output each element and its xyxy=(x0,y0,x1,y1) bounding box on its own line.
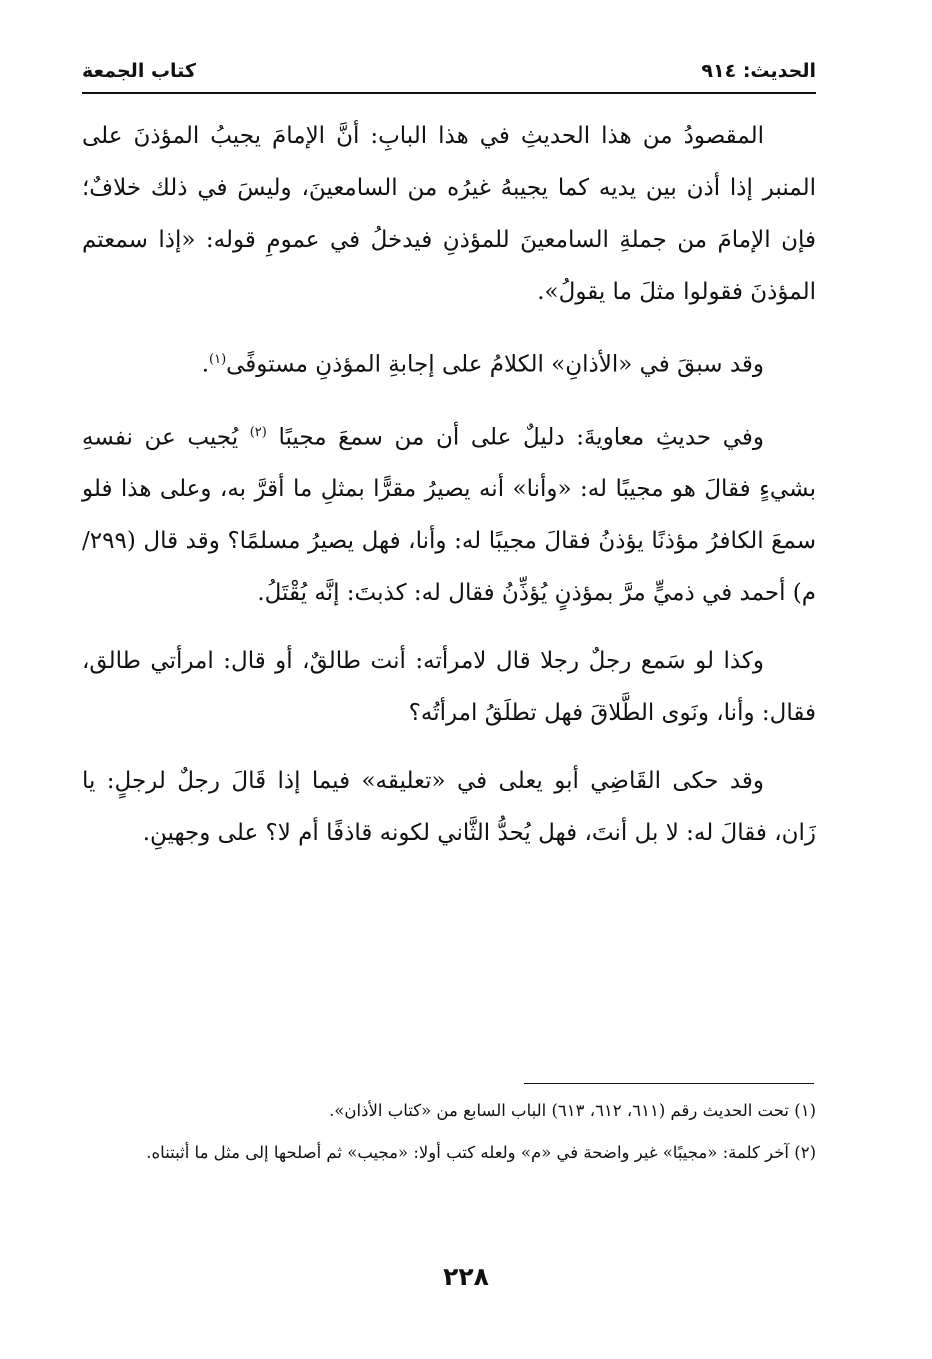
paragraph-text: وقد حكى القَاضِي أبو يعلى في «تعليقه» فيما إذا قَالَ رجلٌ لرجلٍ: يا زَان، فقالَ له: لا بل أنتَ، فهل يُحدُّ الثَّاني لكونه قاذفًا أم لا؟ على وجهينِ. xyxy=(82,768,816,847)
book-title: كتاب الجمعة xyxy=(82,60,196,82)
paragraph-2 xyxy=(82,334,816,391)
paragraph-4 xyxy=(82,635,816,739)
page-number: ٢٢٨ xyxy=(443,1262,489,1291)
paragraph-text: وقد سبقَ في «الأذانِ» الكلامُ على إجابةِ المؤذنِ مستوفًى xyxy=(226,351,764,378)
paragraph-text-continued: يُجيب عن نفسهِ بشيءٍ فقالَ هو مجيبًا له: «وأنا» أنه يصيرُ مقرًّا بمثلِ ما أقرَّ به، وعلى هذا فلو سمعَ الكافرُ مؤذنًا يؤذنُ فقالَ مجيبًا له: وأنا، فهل يصيرُ مسلمًا؟ وقد قال (٢٩٩/م) أحمد في ذميٍّ مرَّ بمؤذنٍ يُؤذِّنُ فقال له: كذبتَ: إنَّه يُقْتَلُ. xyxy=(82,424,816,607)
footnote-marker-2[interactable]: (٢) xyxy=(249,424,267,440)
paragraph-5 xyxy=(82,755,816,859)
page-header xyxy=(82,58,816,94)
footnote-divider xyxy=(524,1083,814,1084)
footnotes xyxy=(82,1092,816,1176)
paragraph-3 xyxy=(82,407,816,620)
paragraph-text: وكذا لو سَمع رجلٌ رجلا قال لامرأته: أنت طالقٌ، أو قال: امرأتي طالق، فقال: وأنا، ونَوى الطَّلاقَ فهل تطلَقُ امرأتُه؟ xyxy=(82,648,816,727)
hadith-reference: الحديث: ٩١٤ xyxy=(701,60,816,82)
footnote-2: (٢) آخر كلمة: «مجيبًا» غير واضحة في «م» ولعله كتب أولا: «مجيب» ثم أصلحها إلى مثل ما أثبتناه. xyxy=(146,1143,816,1162)
footnote-1: (١) تحت الحديث رقم (٦١١، ٦١٢، ٦١٣) الباب السابع من «كتاب الأذان». xyxy=(329,1101,816,1120)
paragraph-1 xyxy=(82,110,816,318)
main-text xyxy=(82,110,816,875)
paragraph-text: المقصودُ من هذا الحديثِ في هذا البابِ: أنَّ الإمامَ يجيبُ المؤذنَ على المنبر إذا أذن بين يديه كما يجيبهُ غيرُه من السامعينَ، وليسَ في ذلك خلافٌ؛ فإن الإمامَ من جملةِ السامعينَ للمؤذنِ فيدخلُ في عمومِ قوله: «إذا سمعتم المؤذنَ فقولوا مثلَ ما يقولُ». xyxy=(82,123,816,305)
footnote-marker-1[interactable]: (١) xyxy=(209,352,227,367)
paragraph-text-end: . xyxy=(201,351,209,378)
paragraph-text: وفي حديثِ معاويةَ: دليلٌ على أن من سمعَ مجيبًا xyxy=(278,424,764,451)
